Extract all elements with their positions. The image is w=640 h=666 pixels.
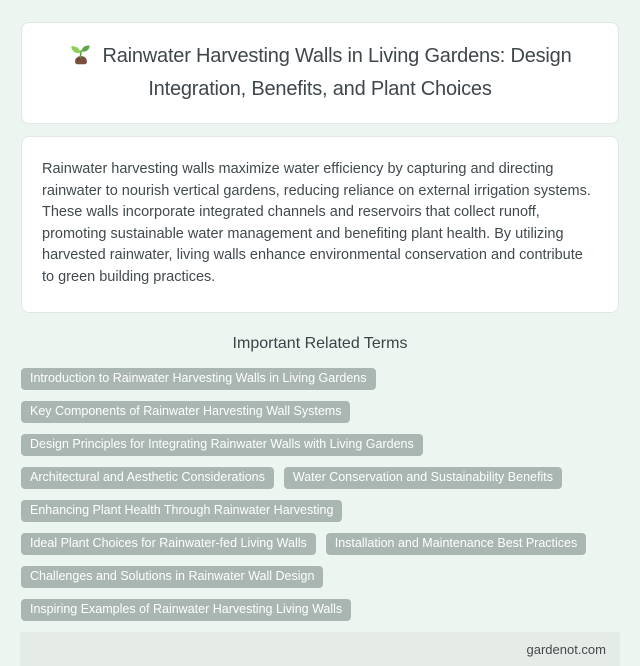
related-term-tag[interactable]: Design Principles for Integrating Rainwater Walls with Living Gardens xyxy=(21,434,423,456)
related-term-tag[interactable]: Ideal Plant Choices for Rainwater-fed Living Walls xyxy=(21,533,316,555)
summary-paragraph: Rainwater harvesting walls maximize water efficiency by capturing and directing rainwater to nourish vertical gardens, reducing reliance on external irrigation systems. These walls incorporate integrated channels and reservoirs that collect runoff, promoting sustainable water management and benefiting plant health. By utilizing harvested rainwater, living walls enhance environmental conservation and contribute to green building practices. xyxy=(42,161,591,285)
related-term-tag[interactable]: Enhancing Plant Health Through Rainwater Harvesting xyxy=(21,500,342,522)
seedling-icon xyxy=(68,41,94,75)
page-title xyxy=(60,41,580,103)
page-title-text: Rainwater Harvesting Walls in Living Gardens: Design Integration, Benefits, and Plant Choices xyxy=(102,45,572,100)
related-term-tag[interactable]: Introduction to Rainwater Harvesting Walls in Living Gardens xyxy=(21,368,376,390)
related-term-tag[interactable]: Architectural and Aesthetic Considerations xyxy=(21,467,274,489)
header-card xyxy=(21,22,619,124)
related-terms-heading: Important Related Terms xyxy=(232,335,408,352)
related-term-tag[interactable]: Inspiring Examples of Rainwater Harvesting Living Walls xyxy=(21,599,351,621)
footer-site-name: gardenot.com xyxy=(526,641,606,657)
related-term-tag[interactable]: Key Components of Rainwater Harvesting Wall Systems xyxy=(21,401,350,423)
footer-bar xyxy=(20,632,620,666)
related-term-tag[interactable]: Water Conservation and Sustainability Benefits xyxy=(284,467,562,489)
related-term-tag[interactable]: Challenges and Solutions in Rainwater Wall Design xyxy=(21,566,323,588)
related-term-tag[interactable]: Installation and Maintenance Best Practices xyxy=(326,533,587,555)
related-terms-list xyxy=(21,368,619,621)
summary-card xyxy=(21,136,619,313)
